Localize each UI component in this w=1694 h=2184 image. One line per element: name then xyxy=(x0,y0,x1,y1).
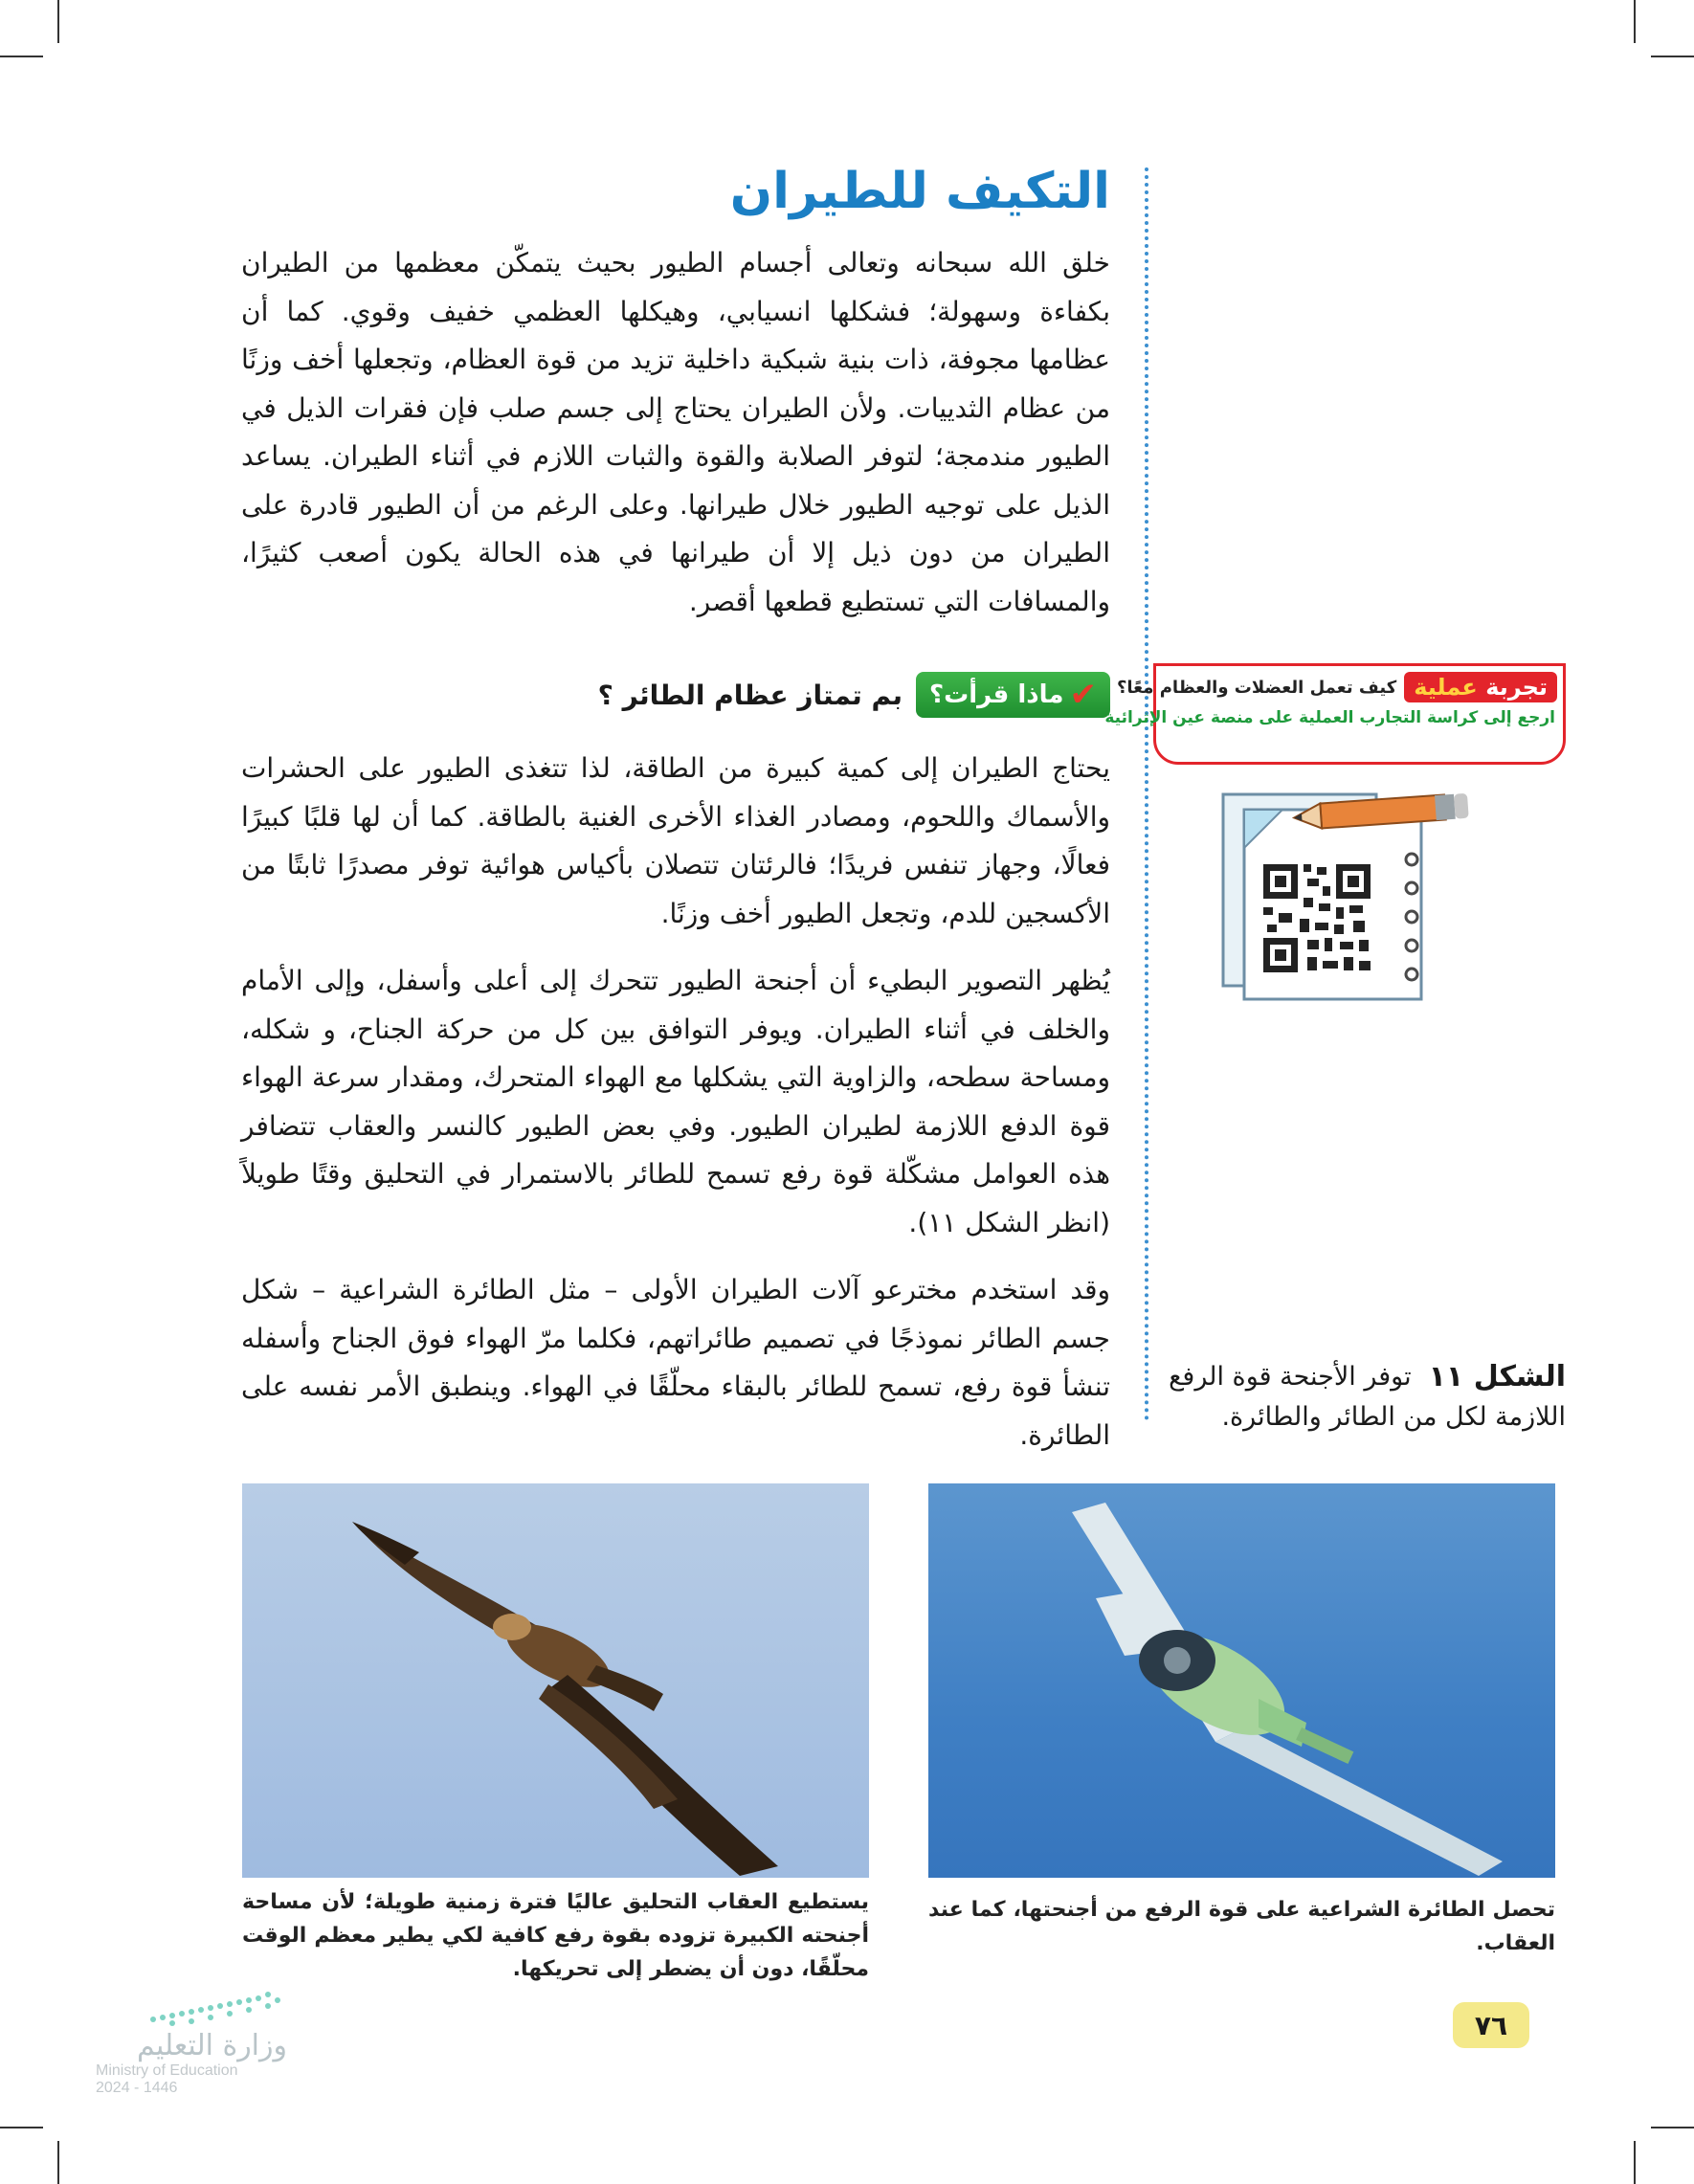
crop-mark xyxy=(1634,0,1636,43)
lab-callout xyxy=(1104,663,1566,765)
reading-check-badge xyxy=(916,672,1110,718)
eagle-photo xyxy=(242,1483,869,1878)
crop-mark xyxy=(1651,56,1694,57)
paragraph: يُظهر التصوير البطيء أن أجنحة الطيور تتحرك إلى أعلى وأسفل، وإلى الأمام والخلف في أثناء الطيران. ويوفر التوافق بين كل من حركة الجناح، و شكله، ومساحة سطحه، والزاوية التي يشكلها مع الهواء المتحرك، ومقدار سرعة الهواء قوة الدفع اللازمة لطيران الطيور. وفي بعض الطيور كالنسر والعقاب تتضافر هذه العوامل مشكّلة قوة رفع تسمح للطائر بالاستمرار في التحليق وقتًا طويلاً (انظر الشكل ١١). xyxy=(241,965,1110,1238)
column-divider xyxy=(1145,167,1148,1421)
lab-title-a: تجربة xyxy=(1485,674,1548,701)
crop-mark xyxy=(57,2141,59,2184)
reading-check-label: ماذا قرأت؟ xyxy=(929,680,1064,709)
figure-caption xyxy=(1168,1357,1566,1437)
ministry-year: 2024 - 1446 xyxy=(96,2080,178,2096)
reading-check-question: بم تمتاز عظام الطائر ؟ xyxy=(597,679,903,711)
crop-mark xyxy=(57,0,59,43)
glider-plane-photo xyxy=(928,1483,1555,1878)
ministry-name-ar: وزارة التعليم xyxy=(136,2029,287,2062)
paragraph: يحتاج الطيران إلى كمية كبيرة من الطاقة، لذا تتغذى الطيور على الحشرات والأسماك واللحوم، ومصادر الغذاء الأخرى الغنية بالطاقة. كما أن لها قلبًا كبيرًا فعالًا، وجهاز تنفس فريدًا؛ فالرئتان تتصلان بأكياس هوائية توفر مصدرًا ثابتًا من الأكسجين للدم، وتجعل الطيور أخف وزنًا. xyxy=(241,752,1110,929)
ministry-logo-icon xyxy=(144,1991,287,2029)
reading-check xyxy=(598,670,1110,720)
paragraph: وقد استخدم مخترعو آلات الطيران الأولى – مثل الطائرة الشراعية – شكل جسم الطائر نموذجًا في تصميم طائراتهم، فكلما مرّ الهواء فوق الجناح وأسفله تنشأ قوة رفع، تسمح للطائر بالبقاء محلّقًا في الهواء. وينطبق الأمر نفسه على الطائرة. xyxy=(241,1274,1110,1451)
page-title: التكيف للطيران xyxy=(729,163,1110,220)
page-number: ٧٦ xyxy=(1453,2002,1529,2048)
crop-mark xyxy=(0,56,43,57)
figure-text: توفر الأجنحة قوة الرفع اللازمة لكل من الطائر والطائرة. xyxy=(1169,1362,1566,1432)
crop-mark xyxy=(1651,2127,1694,2128)
plane-photo-caption: تحصل الطائرة الشراعية على قوة الرفع من أجنحتها، كما عند العقاب. xyxy=(928,1898,1555,1955)
crop-mark xyxy=(1634,2141,1636,2184)
section-2-text xyxy=(241,745,1110,1460)
lab-header xyxy=(1116,666,1563,708)
lab-subtitle: ارجع إلى كراسة التجارب العملية على منصة عين الإثرائية xyxy=(1104,708,1555,727)
section-1-text xyxy=(241,239,1110,626)
crop-mark xyxy=(0,2127,43,2128)
ministry-name-en: Ministry of Education xyxy=(96,2062,238,2079)
ministry-logo xyxy=(96,1991,287,2097)
lab-title xyxy=(1404,672,1557,702)
paragraph: خلق الله سبحانه وتعالى أجسام الطيور بحيث يتمكّن معظمها من الطيران بكفاءة وسهولة؛ فشكلها انسيابي، وهيكلها العظمي خفيف وقوي. كما أن عظامها مجوفة، ذات بنية شبكية داخلية تزيد من قوة العظام، وتجعلها أخف وزنًا من عظام الثدييات. ولأن الطيران يحتاج إلى جسم صلب فإن فقرات الذيل في الطيور مندمجة؛ لتوفر الصلابة والقوة والثبات اللازم في أثناء الطيران. يساعد الذيل على توجيه الطيور خلال طيرانها. وعلى الرغم من أن الطيور قادرة على الطيران من دون ذيل إلا أن طيرانها في هذه الحالة يكون أصعب كثيرًا، والمسافات التي تستطيع قطعها أقصر. xyxy=(241,247,1110,617)
figure-label: الشكل ١١ xyxy=(1428,1360,1566,1393)
lab-title-b: عملية xyxy=(1414,674,1478,701)
eagle-photo-caption: يستطيع العقاب التحليق عاليًا فترة زمنية طويلة؛ لأن مساحة أجنحته الكبيرة تزوده بقوة رفع كافية لكي يطير معظم الوقت محلّقًا، دون أن يضطر إلى تحريكها. xyxy=(242,1890,869,1981)
notebook-qr-icon[interactable] xyxy=(1215,773,1474,1003)
lab-question: كيف تعمل العضلات والعظام معًا؟ xyxy=(1116,677,1397,698)
checkmark-icon: ✔ xyxy=(1069,676,1097,714)
